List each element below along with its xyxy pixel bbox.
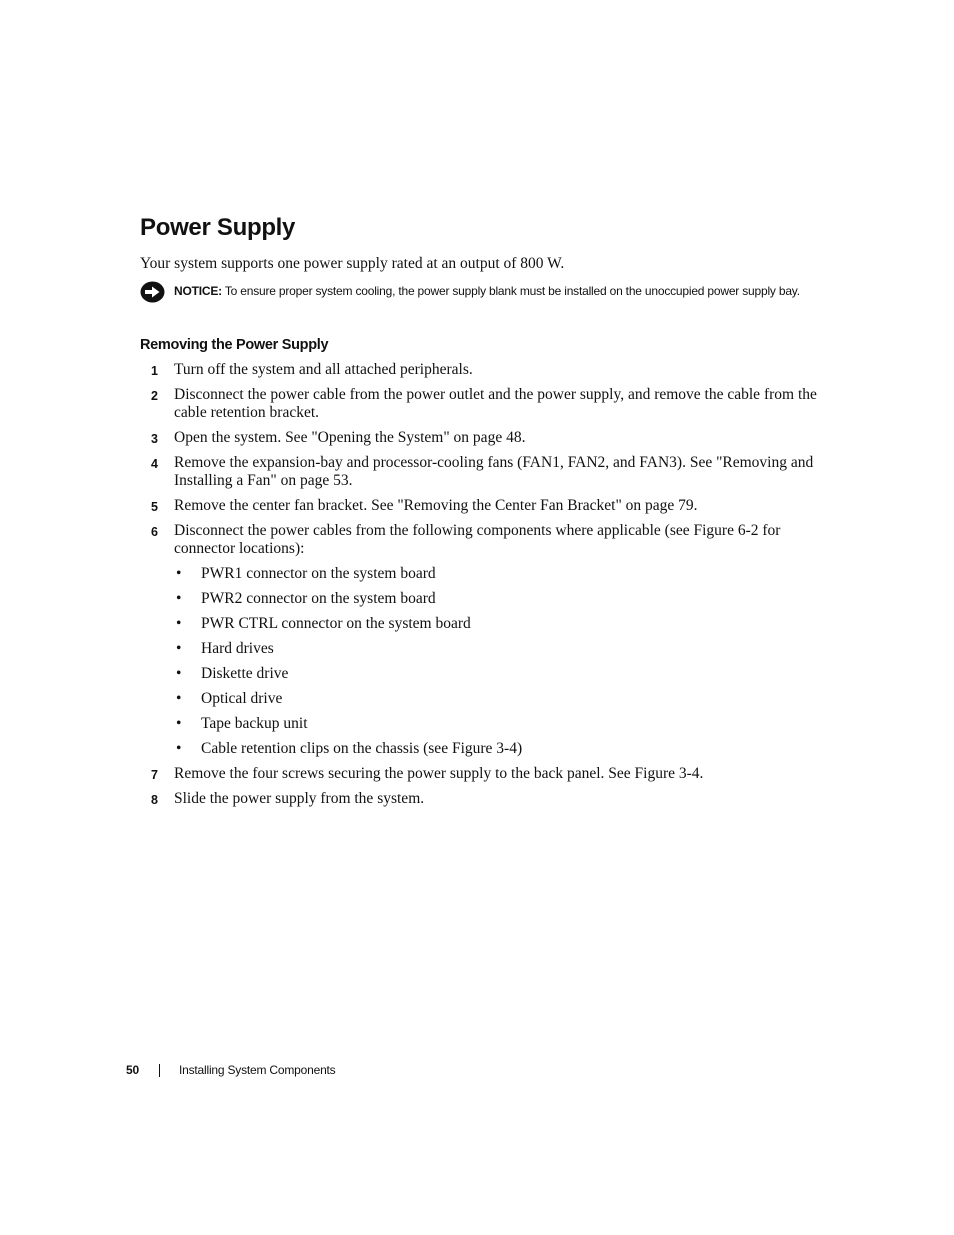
step-number: 3 xyxy=(151,432,158,446)
step-number: 6 xyxy=(151,525,158,539)
page-number: 50 xyxy=(126,1063,139,1077)
bullet-item xyxy=(174,590,820,608)
bullet-item xyxy=(174,665,820,683)
footer-divider xyxy=(159,1064,160,1077)
bullet-text: Optical drive xyxy=(201,690,283,707)
step-number: 2 xyxy=(151,389,158,403)
bullet-icon: • xyxy=(176,590,182,607)
bullet-text: PWR2 connector on the system board xyxy=(201,590,436,607)
step-item xyxy=(140,497,820,515)
bullet-item xyxy=(174,565,820,583)
step-text: Remove the center fan bracket. See "Removing the Center Fan Bracket" on page 79. xyxy=(174,497,698,514)
bullet-item xyxy=(174,715,820,733)
bullet-text: PWR CTRL connector on the system board xyxy=(201,615,471,632)
bullet-icon: • xyxy=(176,665,182,682)
bullet-icon: • xyxy=(176,615,182,632)
intro-paragraph: Your system supports one power supply rated at an output of 800 W. xyxy=(140,255,565,272)
step-number: 8 xyxy=(151,793,158,807)
bullet-icon: • xyxy=(176,740,182,757)
step-text: Disconnect the power cables from the following components where applicable (see Figure 6-2 for connector locations): xyxy=(174,522,781,557)
bullet-text: Hard drives xyxy=(201,640,274,657)
step-text: Turn off the system and all attached peripherals. xyxy=(174,361,473,378)
step-number: 4 xyxy=(151,457,158,471)
notice-text xyxy=(174,283,814,300)
notice-arrow-icon xyxy=(140,281,165,303)
step-text: Disconnect the power cable from the power outlet and the power supply, and remove the cable from the cable retention bracket. xyxy=(174,386,817,421)
bullet-item xyxy=(174,615,820,633)
bullet-icon: • xyxy=(176,640,182,657)
notice-label: NOTICE: xyxy=(174,284,222,298)
step-text: Remove the expansion-bay and processor-cooling fans (FAN1, FAN2, and FAN3). See "Removing and Installing a Fan" on page 53. xyxy=(174,454,814,489)
step-item xyxy=(140,429,820,447)
bullet-text: Tape backup unit xyxy=(201,715,308,732)
step-number: 1 xyxy=(151,364,158,378)
bullet-text: PWR1 connector on the system board xyxy=(201,565,436,582)
step-item xyxy=(140,454,820,490)
steps-list xyxy=(140,361,820,815)
step-text: Open the system. See "Opening the System" on page 48. xyxy=(174,429,526,446)
section-heading: Removing the Power Supply xyxy=(140,337,329,353)
step-number: 5 xyxy=(151,500,158,514)
component-bullet-list xyxy=(174,565,820,758)
step-text: Remove the four screws securing the power supply to the back panel. See Figure 3-4. xyxy=(174,765,704,782)
bullet-text: Diskette drive xyxy=(201,665,289,682)
bullet-icon: • xyxy=(176,690,182,707)
bullet-icon: • xyxy=(176,715,182,732)
bullet-item xyxy=(174,690,820,708)
step-item xyxy=(140,790,820,808)
step-number: 7 xyxy=(151,768,158,782)
bullet-text: Cable retention clips on the chassis (see Figure 3-4) xyxy=(201,740,523,757)
bullet-item xyxy=(174,740,820,758)
bullet-item xyxy=(174,640,820,658)
step-item xyxy=(140,765,820,783)
step-text: Slide the power supply from the system. xyxy=(174,790,425,807)
step-item xyxy=(140,522,820,758)
bullet-icon: • xyxy=(176,565,182,582)
step-item xyxy=(140,361,820,379)
footer-chapter-title: Installing System Components xyxy=(179,1063,336,1077)
page-title: Power Supply xyxy=(140,214,296,241)
notice-body: To ensure proper system cooling, the power supply blank must be installed on the unoccupied power supply bay. xyxy=(221,284,800,298)
step-item xyxy=(140,386,820,422)
